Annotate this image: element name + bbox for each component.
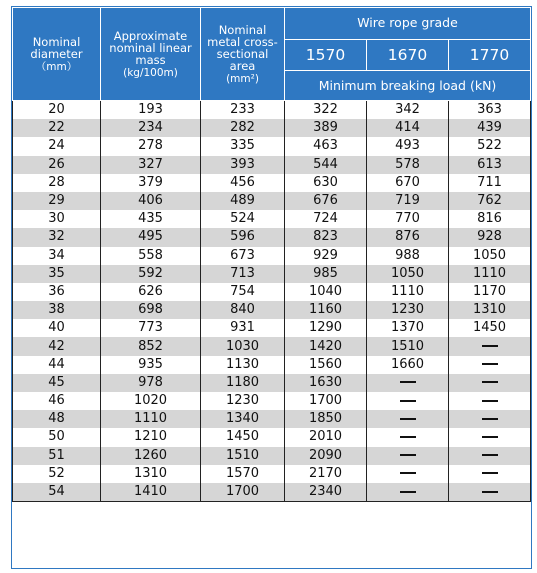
cell-load-1670: 1370 xyxy=(367,319,449,337)
cell-area: 754 xyxy=(201,283,285,301)
cell-area: 1340 xyxy=(201,410,285,428)
cell-load-1770: 928 xyxy=(449,228,531,246)
cell-load-1570: 724 xyxy=(285,210,367,228)
cell-diameter: 40 xyxy=(13,319,101,337)
cell-load-1770: 762 xyxy=(449,192,531,210)
cell-area: 840 xyxy=(201,301,285,319)
table-row xyxy=(13,319,531,337)
cell-load-1770 xyxy=(449,483,531,502)
cell-diameter: 30 xyxy=(13,210,101,228)
cell-load-1770 xyxy=(449,356,531,374)
header-linear-mass-line2: nominal linear xyxy=(109,40,192,55)
table-row xyxy=(13,192,531,210)
cell-load-1770: 363 xyxy=(449,101,531,120)
cell-mass: 1210 xyxy=(101,428,201,446)
dash-mark xyxy=(400,472,416,474)
table-row xyxy=(13,465,531,483)
cell-load-1570: 985 xyxy=(285,265,367,283)
header-nominal-diameter-line2: diameter xyxy=(30,46,83,61)
cell-area: 393 xyxy=(201,156,285,174)
cell-area: 1700 xyxy=(201,483,285,502)
cell-load-1670 xyxy=(367,410,449,428)
cell-load-1770: 1450 xyxy=(449,319,531,337)
cell-load-1670: 876 xyxy=(367,228,449,246)
cell-load-1770: 711 xyxy=(449,174,531,192)
table-row xyxy=(13,428,531,446)
cell-mass: 978 xyxy=(101,374,201,392)
cell-area: 335 xyxy=(201,137,285,155)
cell-mass: 234 xyxy=(101,119,201,137)
cell-load-1770: 439 xyxy=(449,119,531,137)
cell-diameter: 28 xyxy=(13,174,101,192)
cell-diameter: 26 xyxy=(13,156,101,174)
cell-area: 1450 xyxy=(201,428,285,446)
header-cross-section xyxy=(201,8,285,101)
dash-mark xyxy=(400,418,416,420)
cell-load-1770 xyxy=(449,410,531,428)
cell-diameter: 20 xyxy=(13,101,101,120)
cell-area: 282 xyxy=(201,119,285,137)
header-nominal-diameter xyxy=(13,8,101,101)
dash-mark xyxy=(400,454,416,456)
cell-load-1770: 1110 xyxy=(449,265,531,283)
cell-load-1570: 1040 xyxy=(285,283,367,301)
cell-area: 931 xyxy=(201,319,285,337)
cell-area: 1510 xyxy=(201,447,285,465)
header-grade-title: Wire rope grade xyxy=(285,8,531,40)
cell-load-1670 xyxy=(367,374,449,392)
cell-load-1670: 493 xyxy=(367,137,449,155)
table-row xyxy=(13,392,531,410)
table-row xyxy=(13,210,531,228)
cell-mass: 435 xyxy=(101,210,201,228)
cell-mass: 495 xyxy=(101,228,201,246)
header-nominal-diameter-line1: Nominal xyxy=(32,34,81,49)
cell-load-1570: 1160 xyxy=(285,301,367,319)
header-nominal-diameter-unit: （mm） xyxy=(35,60,78,73)
cell-load-1570: 2010 xyxy=(285,428,367,446)
table-row xyxy=(13,483,531,502)
table-row xyxy=(13,301,531,319)
header-cross-section-line4: area xyxy=(229,58,256,73)
cell-load-1570: 2170 xyxy=(285,465,367,483)
table-row xyxy=(13,374,531,392)
table-row xyxy=(13,174,531,192)
cell-area: 713 xyxy=(201,265,285,283)
table-row xyxy=(13,356,531,374)
table-row xyxy=(13,156,531,174)
cell-load-1770 xyxy=(449,374,531,392)
cell-load-1670 xyxy=(367,447,449,465)
cell-mass: 1020 xyxy=(101,392,201,410)
table-row xyxy=(13,410,531,428)
cell-load-1670: 988 xyxy=(367,247,449,265)
wire-rope-table-container xyxy=(12,7,530,502)
cell-load-1570: 1630 xyxy=(285,374,367,392)
header-grade-1570: 1570 xyxy=(285,39,367,71)
cell-load-1670: 719 xyxy=(367,192,449,210)
cell-load-1670 xyxy=(367,483,449,502)
cell-mass: 1110 xyxy=(101,410,201,428)
cell-area: 1180 xyxy=(201,374,285,392)
cell-load-1570: 1420 xyxy=(285,337,367,355)
cell-load-1570: 2340 xyxy=(285,483,367,502)
cell-area: 489 xyxy=(201,192,285,210)
cell-load-1770 xyxy=(449,447,531,465)
cell-load-1570: 322 xyxy=(285,101,367,120)
table-row xyxy=(13,283,531,301)
cell-load-1770: 613 xyxy=(449,156,531,174)
dash-mark xyxy=(482,472,498,474)
cell-load-1570: 389 xyxy=(285,119,367,137)
cell-area: 524 xyxy=(201,210,285,228)
cell-load-1670: 1050 xyxy=(367,265,449,283)
table-header xyxy=(13,8,531,101)
cell-mass: 698 xyxy=(101,301,201,319)
cell-load-1670 xyxy=(367,428,449,446)
cell-mass: 935 xyxy=(101,356,201,374)
cell-diameter: 45 xyxy=(13,374,101,392)
cell-mass: 773 xyxy=(101,319,201,337)
header-linear-mass-unit: (kg/100m) xyxy=(123,66,178,79)
cell-load-1770 xyxy=(449,465,531,483)
table-row xyxy=(13,228,531,246)
cell-load-1670: 1510 xyxy=(367,337,449,355)
cell-area: 233 xyxy=(201,101,285,120)
dash-mark xyxy=(482,418,498,420)
cell-load-1670: 1660 xyxy=(367,356,449,374)
cell-mass: 626 xyxy=(101,283,201,301)
header-cross-section-line2: metal cross- xyxy=(207,34,278,49)
dash-mark xyxy=(400,381,416,383)
cell-mass: 1260 xyxy=(101,447,201,465)
cell-load-1770: 1310 xyxy=(449,301,531,319)
cell-load-1670: 578 xyxy=(367,156,449,174)
cell-area: 673 xyxy=(201,247,285,265)
cell-diameter: 29 xyxy=(13,192,101,210)
dash-mark xyxy=(400,491,416,493)
table-row xyxy=(13,137,531,155)
table-body xyxy=(13,101,531,502)
header-grade-1670: 1670 xyxy=(367,39,449,71)
table-row xyxy=(13,247,531,265)
table-row xyxy=(13,101,531,120)
cell-load-1770: 522 xyxy=(449,137,531,155)
cell-load-1770: 816 xyxy=(449,210,531,228)
header-cross-section-unit: (mm²) xyxy=(226,72,259,85)
cell-load-1770 xyxy=(449,392,531,410)
cell-load-1570: 1850 xyxy=(285,410,367,428)
header-linear-mass-line1: Approximate xyxy=(113,28,188,43)
header-grade-1770: 1770 xyxy=(449,39,531,71)
cell-load-1670: 770 xyxy=(367,210,449,228)
cell-mass: 558 xyxy=(101,247,201,265)
cell-diameter: 34 xyxy=(13,247,101,265)
cell-mass: 852 xyxy=(101,337,201,355)
cell-diameter: 51 xyxy=(13,447,101,465)
cell-load-1570: 1560 xyxy=(285,356,367,374)
cell-area: 1030 xyxy=(201,337,285,355)
table-row xyxy=(13,337,531,355)
cell-diameter: 35 xyxy=(13,265,101,283)
cell-mass: 1410 xyxy=(101,483,201,502)
cell-diameter: 54 xyxy=(13,483,101,502)
cell-diameter: 48 xyxy=(13,410,101,428)
cell-mass: 379 xyxy=(101,174,201,192)
cell-load-1670 xyxy=(367,392,449,410)
dash-mark xyxy=(482,345,498,347)
dash-mark xyxy=(482,491,498,493)
cell-load-1570: 929 xyxy=(285,247,367,265)
header-linear-mass xyxy=(101,8,201,101)
cell-mass: 193 xyxy=(101,101,201,120)
cell-mass: 278 xyxy=(101,137,201,155)
cell-load-1670: 414 xyxy=(367,119,449,137)
cell-load-1670 xyxy=(367,465,449,483)
cell-diameter: 52 xyxy=(13,465,101,483)
dash-mark xyxy=(482,400,498,402)
dash-mark xyxy=(482,454,498,456)
cell-load-1670: 1230 xyxy=(367,301,449,319)
cell-area: 1570 xyxy=(201,465,285,483)
header-breaking-load: Minimum breaking load (kN) xyxy=(285,71,531,101)
cell-load-1670: 1110 xyxy=(367,283,449,301)
dash-mark xyxy=(400,436,416,438)
cell-mass: 1310 xyxy=(101,465,201,483)
cell-load-1770 xyxy=(449,337,531,355)
wire-rope-table xyxy=(12,7,531,502)
cell-load-1570: 823 xyxy=(285,228,367,246)
dash-mark xyxy=(482,436,498,438)
header-cross-section-line3: sectional xyxy=(216,46,269,61)
cell-diameter: 42 xyxy=(13,337,101,355)
cell-area: 1130 xyxy=(201,356,285,374)
dash-mark xyxy=(400,400,416,402)
cell-load-1770 xyxy=(449,428,531,446)
table-row xyxy=(13,119,531,137)
cell-load-1570: 676 xyxy=(285,192,367,210)
cell-diameter: 44 xyxy=(13,356,101,374)
header-cross-section-line1: Nominal xyxy=(218,22,267,37)
dash-mark xyxy=(482,363,498,365)
cell-load-1570: 1700 xyxy=(285,392,367,410)
cell-diameter: 46 xyxy=(13,392,101,410)
cell-load-1570: 544 xyxy=(285,156,367,174)
cell-diameter: 32 xyxy=(13,228,101,246)
cell-diameter: 38 xyxy=(13,301,101,319)
table-row xyxy=(13,265,531,283)
cell-load-1570: 630 xyxy=(285,174,367,192)
cell-load-1770: 1170 xyxy=(449,283,531,301)
cell-mass: 327 xyxy=(101,156,201,174)
cell-diameter: 24 xyxy=(13,137,101,155)
cell-mass: 592 xyxy=(101,265,201,283)
cell-load-1770: 1050 xyxy=(449,247,531,265)
cell-area: 456 xyxy=(201,174,285,192)
cell-area: 1230 xyxy=(201,392,285,410)
cell-load-1670: 342 xyxy=(367,101,449,120)
cell-load-1570: 463 xyxy=(285,137,367,155)
cell-diameter: 50 xyxy=(13,428,101,446)
header-linear-mass-line3: mass xyxy=(135,52,166,67)
cell-load-1670: 670 xyxy=(367,174,449,192)
cell-area: 596 xyxy=(201,228,285,246)
cell-mass: 406 xyxy=(101,192,201,210)
cell-load-1570: 2090 xyxy=(285,447,367,465)
cell-load-1570: 1290 xyxy=(285,319,367,337)
cell-diameter: 22 xyxy=(13,119,101,137)
table-row xyxy=(13,447,531,465)
dash-mark xyxy=(482,381,498,383)
cell-diameter: 36 xyxy=(13,283,101,301)
